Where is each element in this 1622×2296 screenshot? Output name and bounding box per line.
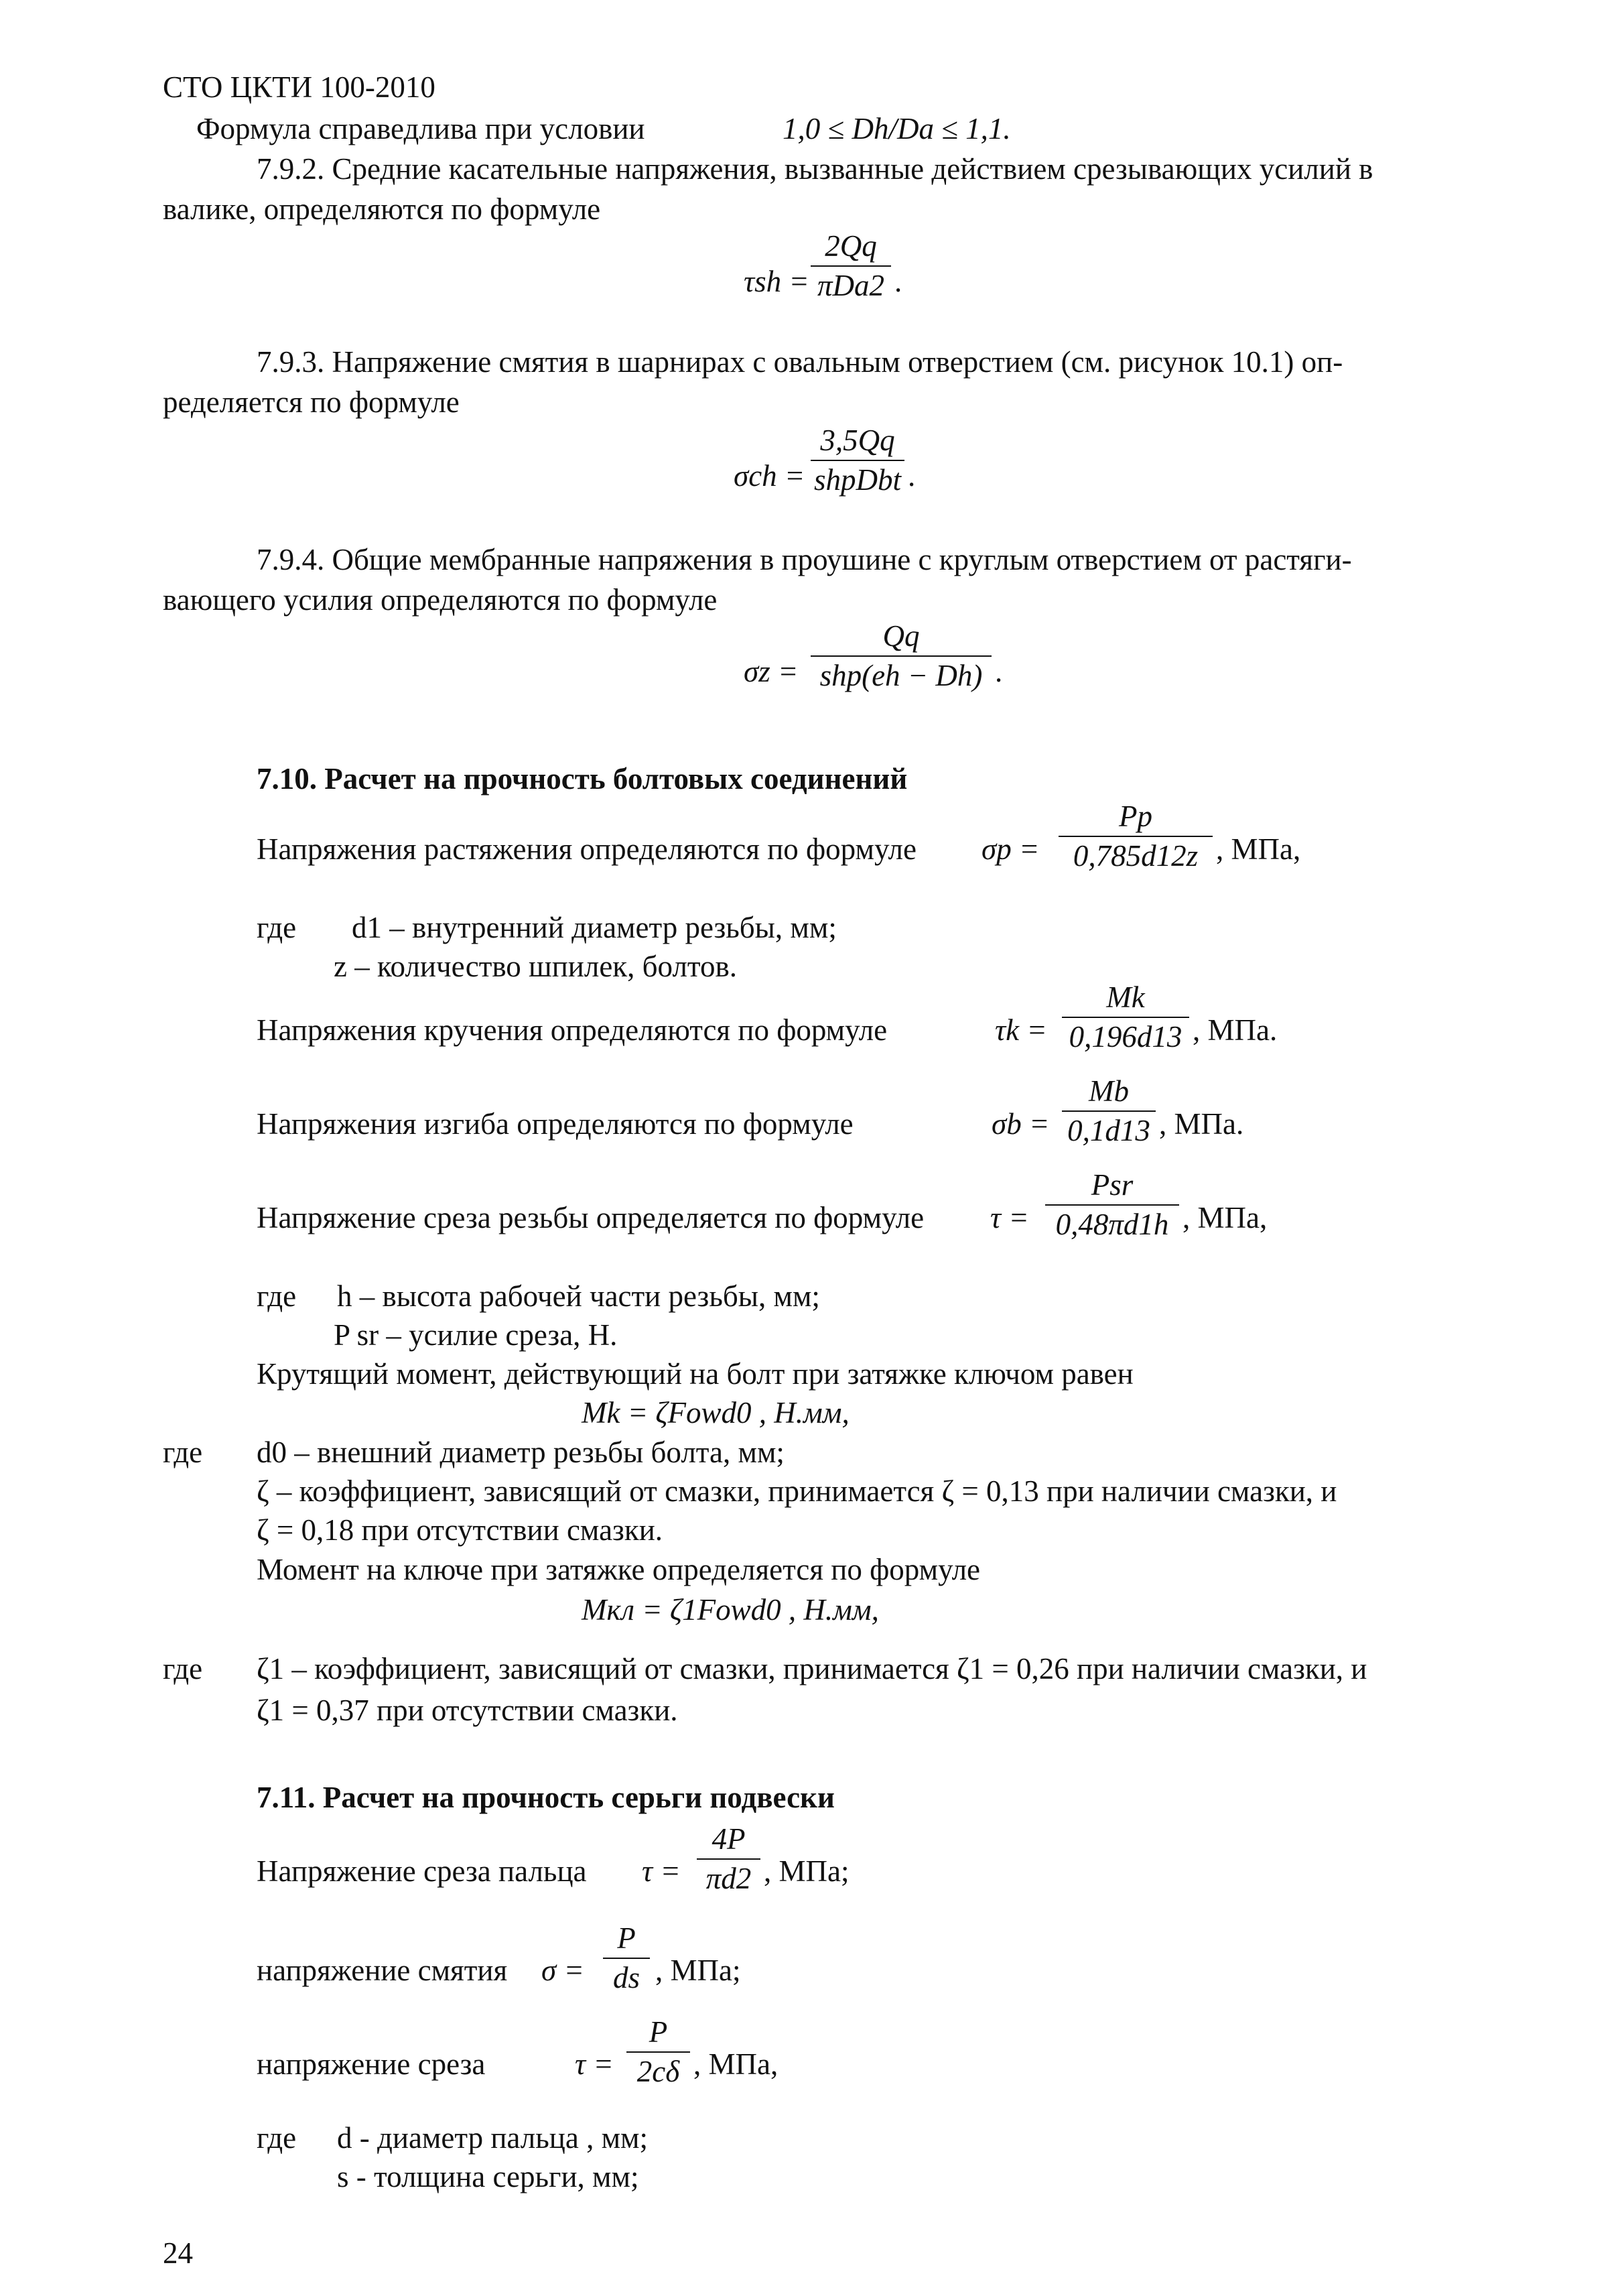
thread-shear-denominator: 0,48πd1h [1055, 1208, 1169, 1241]
pin-shear-denominator: πd2 [705, 1862, 752, 1895]
def-zeta-line1: ζ – коэффициент, зависящий от смазки, принимается ζ = 0,13 при наличии смазки, и [257, 1474, 1337, 1508]
formula-7-9-4-lhs: σz = [744, 655, 799, 688]
torsion-fraction [1062, 982, 1189, 1052]
tension-numerator: Pp [1119, 800, 1152, 833]
formula-7-9-4-end: . [995, 655, 1003, 688]
section-7-11-heading: 7.11. Расчет на прочность серьги подвески [257, 1781, 835, 1814]
pin-shear-lhs: τ = [642, 1854, 681, 1888]
def-d: d - диаметр пальца , мм; [337, 2121, 649, 2155]
para-7-9-3-line2: ределяется по формуле [163, 385, 460, 419]
where-label: где [257, 2121, 297, 2155]
thread-shear-numerator: Psr [1091, 1168, 1134, 1202]
shear-unit: , МПа, [693, 2047, 779, 2081]
formula-7-9-3-lhs: σch = [734, 459, 805, 493]
formula-7-9-3-numerator: 3,5Qq [820, 424, 895, 457]
formula-7-9-4-denominator: shp(eh − Dh) [819, 659, 983, 692]
crush-denominator: ds [612, 1961, 640, 1994]
moment-formula: Mk = ζFowd0 , Н.мм, [582, 1396, 850, 1429]
pin-shear-text: Напряжение среза пальца [257, 1854, 587, 1888]
pin-shear-numerator: 4P [712, 1822, 746, 1856]
tension-denominator: 0,785d12z [1073, 839, 1199, 873]
where-label: где [257, 1279, 297, 1313]
bending-unit: , МПа. [1159, 1107, 1244, 1141]
para-7-9-2-line1: 7.9.2. Средние касательные напряжения, вызванные действием срезывающих усилий в [257, 152, 1373, 186]
def-psr: P sr – усилие среза, Н. [334, 1318, 618, 1352]
formula-7-9-4-fraction [811, 621, 992, 691]
condition-formula: 1,0 ≤ Dh/Da ≤ 1,1. [783, 112, 1011, 145]
tension-unit: , МПа, [1216, 832, 1301, 866]
key-moment-text: Момент на ключе при затяжке определяется по формуле [257, 1553, 981, 1586]
formula-7-9-2-lhs: τsh = [744, 265, 809, 298]
def-d1: d1 – внутренний диаметр резьбы, мм; [352, 911, 837, 944]
tension-fraction [1059, 802, 1213, 871]
tension-lhs: σp = [982, 832, 1040, 866]
thread-shear-unit: , МПа, [1182, 1201, 1268, 1234]
para-7-9-2-line2: валике, определяются по формуле [163, 192, 601, 226]
def-zeta-line2: ζ = 0,18 при отсутствии смазки. [257, 1513, 663, 1547]
torsion-denominator: 0,196d13 [1069, 1020, 1182, 1054]
para-7-9-4-line2: вающего усилия определяются по формуле [163, 583, 718, 617]
def-s: s - толщина серьги, мм; [337, 2160, 639, 2193]
torsion-unit: , МПа. [1193, 1013, 1278, 1047]
crush-text: напряжение смятия [257, 1954, 508, 1987]
page-number: 24 [163, 2236, 193, 2270]
torsion-numerator: Mk [1106, 980, 1145, 1014]
thread-shear-text: Напряжение среза резьбы определяется по формуле [257, 1201, 925, 1234]
shear-denominator: 2cδ [636, 2055, 680, 2088]
tension-text: Напряжения растяжения определяются по формуле [257, 832, 917, 866]
crush-fraction [603, 1923, 650, 1993]
para-7-9-4-line1: 7.9.4. Общие мембранные напряжения в проушине с круглым отверстием от растяги- [257, 543, 1352, 576]
moment-text: Крутящий момент, действующий на болт при затяжке ключом равен [257, 1357, 1134, 1391]
shear-fraction [626, 2017, 690, 2087]
where-label: где [163, 1436, 203, 1469]
formula-7-9-2-denominator: πDa2 [817, 269, 885, 302]
where-label: где [257, 911, 297, 944]
key-moment-formula: Mкл = ζ1Fowd0 , Н.мм, [582, 1593, 879, 1627]
shear-text: напряжение среза [257, 2047, 486, 2081]
formula-7-9-3-end: . [908, 459, 916, 493]
pin-shear-fraction [697, 1824, 760, 1894]
formula-7-9-2-end: . [894, 265, 902, 298]
thread-shear-lhs: τ = [990, 1201, 1029, 1234]
bending-fraction [1062, 1076, 1156, 1146]
def-d0: d0 – внешний диаметр резьбы болта, мм; [257, 1436, 785, 1469]
bending-text: Напряжения изгиба определяются по формуле [257, 1107, 854, 1141]
formula-7-9-2-fraction [811, 231, 891, 301]
def-z: z – количество шпилек, болтов. [334, 950, 737, 983]
shear-lhs: τ = [575, 2047, 614, 2081]
document-code-header: СТО ЦКТИ 100-2010 [163, 70, 435, 104]
section-7-10-heading: 7.10. Расчет на прочность болтовых соединений [257, 762, 908, 795]
formula-7-9-4-numerator: Qq [882, 619, 920, 653]
bending-denominator: 0,1d13 [1067, 1114, 1150, 1147]
para-7-9-3-line1: 7.9.3. Напряжение смятия в шарнирах с овальным отверстием (см. рисунок 10.1) оп- [257, 345, 1343, 379]
bending-numerator: Mb [1089, 1074, 1129, 1108]
formula-7-9-3-denominator: shpDbt [813, 463, 901, 497]
torsion-lhs: τk = [995, 1013, 1047, 1047]
condition-text: Формула справедлива при условии [196, 112, 645, 145]
crush-unit: , МПа; [655, 1954, 741, 1987]
formula-7-9-3-fraction [811, 426, 904, 495]
shear-numerator: P [649, 2015, 668, 2049]
crush-lhs: σ = [541, 1954, 584, 1987]
thread-shear-fraction [1045, 1170, 1179, 1240]
def-zeta1-line1: ζ1 – коэффициент, зависящий от смазки, принимается ζ1 = 0,26 при наличии смазки, и [257, 1652, 1367, 1685]
def-zeta1-line2: ζ1 = 0,37 при отсутствии смазки. [257, 1694, 678, 1727]
bending-lhs: σb = [992, 1107, 1050, 1141]
formula-7-9-2-numerator: 2Qq [825, 229, 877, 263]
where-label: где [163, 1652, 203, 1685]
pin-shear-unit: , МПа; [764, 1854, 850, 1888]
crush-numerator: P [617, 1921, 636, 1955]
def-h: h – высота рабочей части резьбы, мм; [337, 1279, 820, 1313]
torsion-text: Напряжения кручения определяются по формуле [257, 1013, 888, 1047]
